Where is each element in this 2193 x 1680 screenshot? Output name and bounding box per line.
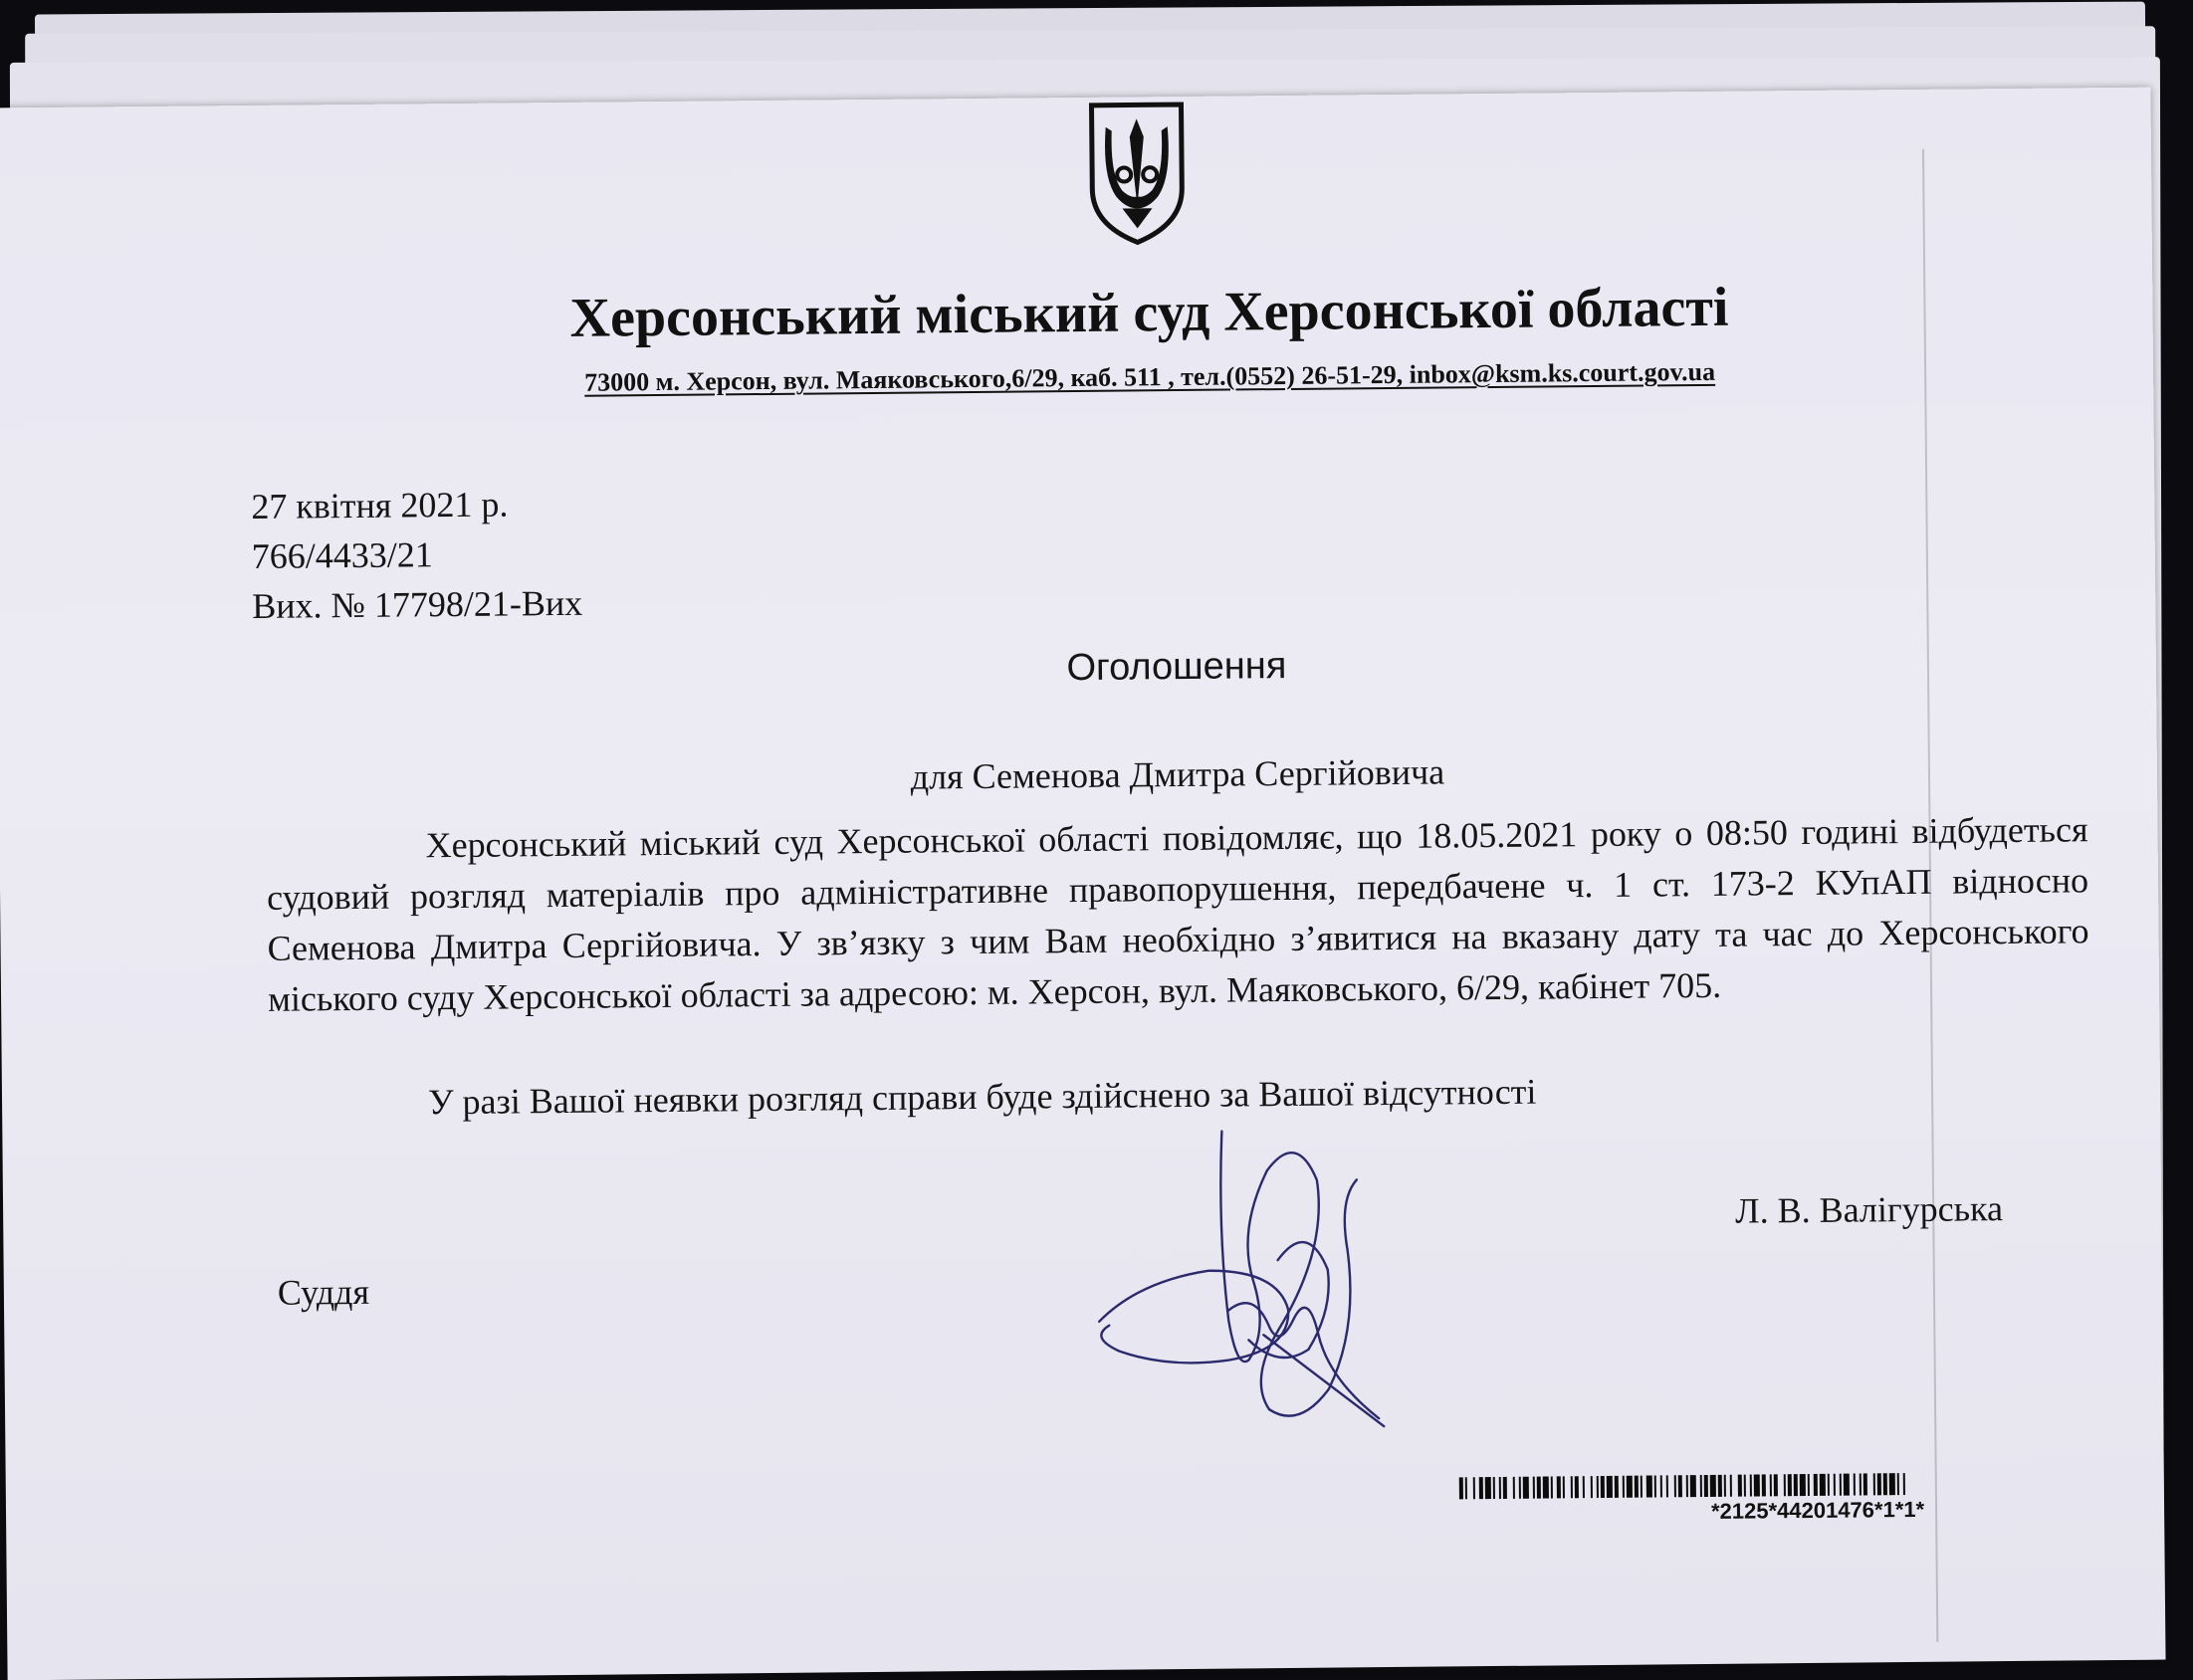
court-address-line: 73000 м. Херсон, вул. Маяковського,6/29, каб. 511 , тел.(0552) 26-51-29, inbox@ksm.ks.court.gov.ua (584, 356, 1716, 397)
notice-recipient: для Семенова Дмитра Сергійовича (910, 751, 1445, 797)
notice-absence-note: У разі Вашої неявки розгляд справи буде здійснено за Вашої відсутності (427, 1071, 1537, 1123)
judge-name: Л. В. Валігурська (1734, 1188, 2004, 1231)
barcode-number: *2125*44201476*1*1* (1710, 1496, 1925, 1524)
court-name-heading: Херсонський міський суд Херсонської області (569, 276, 1729, 349)
judge-role-label: Суддя (277, 1271, 370, 1313)
handwritten-signature (1077, 1109, 1458, 1431)
notice-title: Оголошення (1066, 644, 1287, 690)
case-number: 766/4433/21 (251, 534, 434, 576)
outgoing-number: Вих. № 17798/21-Вих (252, 582, 583, 626)
notice-paragraph: Херсонський міський суд Херсонської області повідомляє, що 18.05.2021 року о 08:50 годині відбудеться судовий розгляд матеріалів про адміністративне правопорушення, передбачене ч. 1 ст. 173-2 КУпАП відносно Семенова Дмитра Сергійовича. У зв’язку з чим Вам необхідно з’явитися на вказану дату та час до Херсонського міського суду Херсонської області за адресою: м. Херсон, вул. Маяковського, 6/29, кабінет 705. (266, 809, 2089, 1019)
trident-coat-of-arms-icon (1081, 97, 1192, 247)
document-meta (251, 479, 582, 631)
barcode-gap (1905, 1473, 1909, 1495)
document-barcode (1459, 1471, 2136, 1500)
court-notice-page (0, 88, 2166, 1680)
document-date: 27 квітня 2021 р. (251, 484, 509, 526)
